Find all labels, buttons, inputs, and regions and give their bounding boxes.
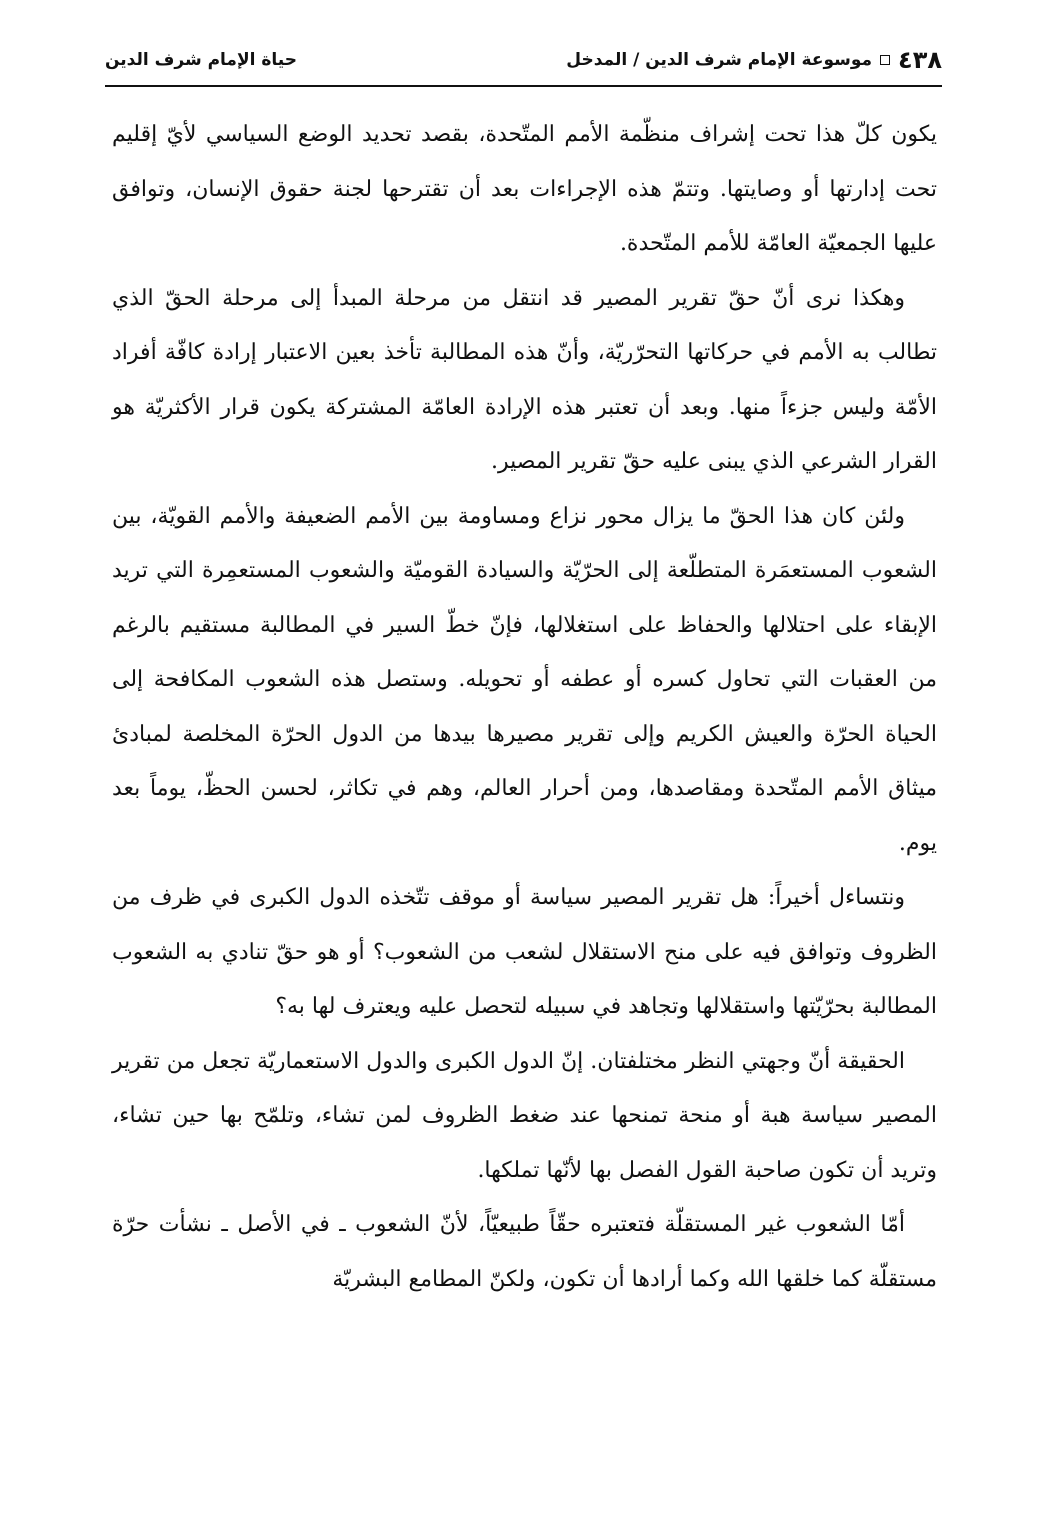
paragraph: ولئن كان هذا الحقّ ما يزال محور نزاع ومساومة بين الأمم الضعيفة والأمم القويّة، بين الشعوب المستعمَرة المتطلّعة إلى الحرّيّة والسيادة القوميّة والشعوب المستعمِرة التي تريد الإبقاء على احتلالها والحفاظ على استغلالها، فإنّ خطّ السير في المطالبة مستقيم بالرغم من العقبات التي تحاول كسره أو عطفه أو تحويله. وستصل هذه الشعوب المكافحة إلى الحياة الحرّة والعيش الكريم وإلى تقرير مصيرها بيدها من الدول الحرّة المخلصة لمبادئ ميثاق الأمم المتّحدة ومقاصدها، ومن أحرار العالم، وهم في تكاثر، لحسن الحظّ، يوماً بعد يوم.	[112, 503, 937, 856]
paragraph: ونتساءل أخيراً: هل تقرير المصير سياسة أو موقف تتّخذه الدول الكبرى في ظرف من الظروف وتوافق فيه على منح الاستقلال لشعب من الشعوب؟ أو هو حقّ تنادي به الشعوب المطالبة بحرّيّتها واستقلالها وتجاهد في سبيله لتحصل عليه ويعترف لها به؟	[112, 885, 937, 1019]
book-title: حياة الإمام شرف الدين	[105, 50, 297, 70]
paragraph: يكون كلّ هذا تحت إشراف منظّمة الأمم المتّحدة، بقصد تحديد الوضع السياسي لأيّ إقليم تحت إدارتها أو وصايتها. وتتمّ هذه الإجراءات بعد أن تقترحها لجنة حقوق الإنسان، وتوافق عليها الجمعيّة العامّة للأمم المتّحدة.	[112, 122, 937, 256]
header-divider	[105, 85, 942, 87]
paragraph: أمّا الشعوب غير المستقلّة فتعتبره حقّاً طبيعيّاً، لأنّ الشعوب ـ في الأصل ـ نشأت حرّة مستقلّة كما خلقها الله وكما أرادها أن تكون، ولكنّ المطامع البشريّة	[112, 1212, 937, 1292]
paragraph: الحقيقة أنّ وجهتي النظر مختلفتان. إنّ الدول الكبرى والدول الاستعماريّة تجعل من تقرير المصير سياسة هبة أو منحة تمنحها عند ضغط الظروف لمن تشاء، وتلمّح بها حين تشاء، وتريد أن تكون صاحبة القول الفصل بها لأنّها تملكها.	[112, 1048, 937, 1183]
body-text	[112, 108, 937, 1307]
square-separator-icon	[880, 55, 890, 65]
page-number: ٤٣٨	[898, 46, 942, 74]
section-title: موسوعة الإمام شرف الدين / المدخل	[566, 50, 873, 70]
paragraph: وهكذا نرى أنّ حقّ تقرير المصير قد انتقل من مرحلة المبدأ إلى مرحلة الحقّ الذي تطالب به الأمم في حركاتها التحرّريّة، وأنّ هذه المطالبة تأخذ بعين الاعتبار إرادة كافّة أفراد الأمّة وليس جزءاً منها. وبعد أن تعتبر هذه الإرادة العامّة المشتركة يكون قرار الأكثريّة هو القرار الشرعي الذي يبنى عليه حقّ تقرير المصير.	[112, 285, 937, 474]
running-header	[105, 40, 942, 80]
header-right-group	[566, 46, 942, 74]
